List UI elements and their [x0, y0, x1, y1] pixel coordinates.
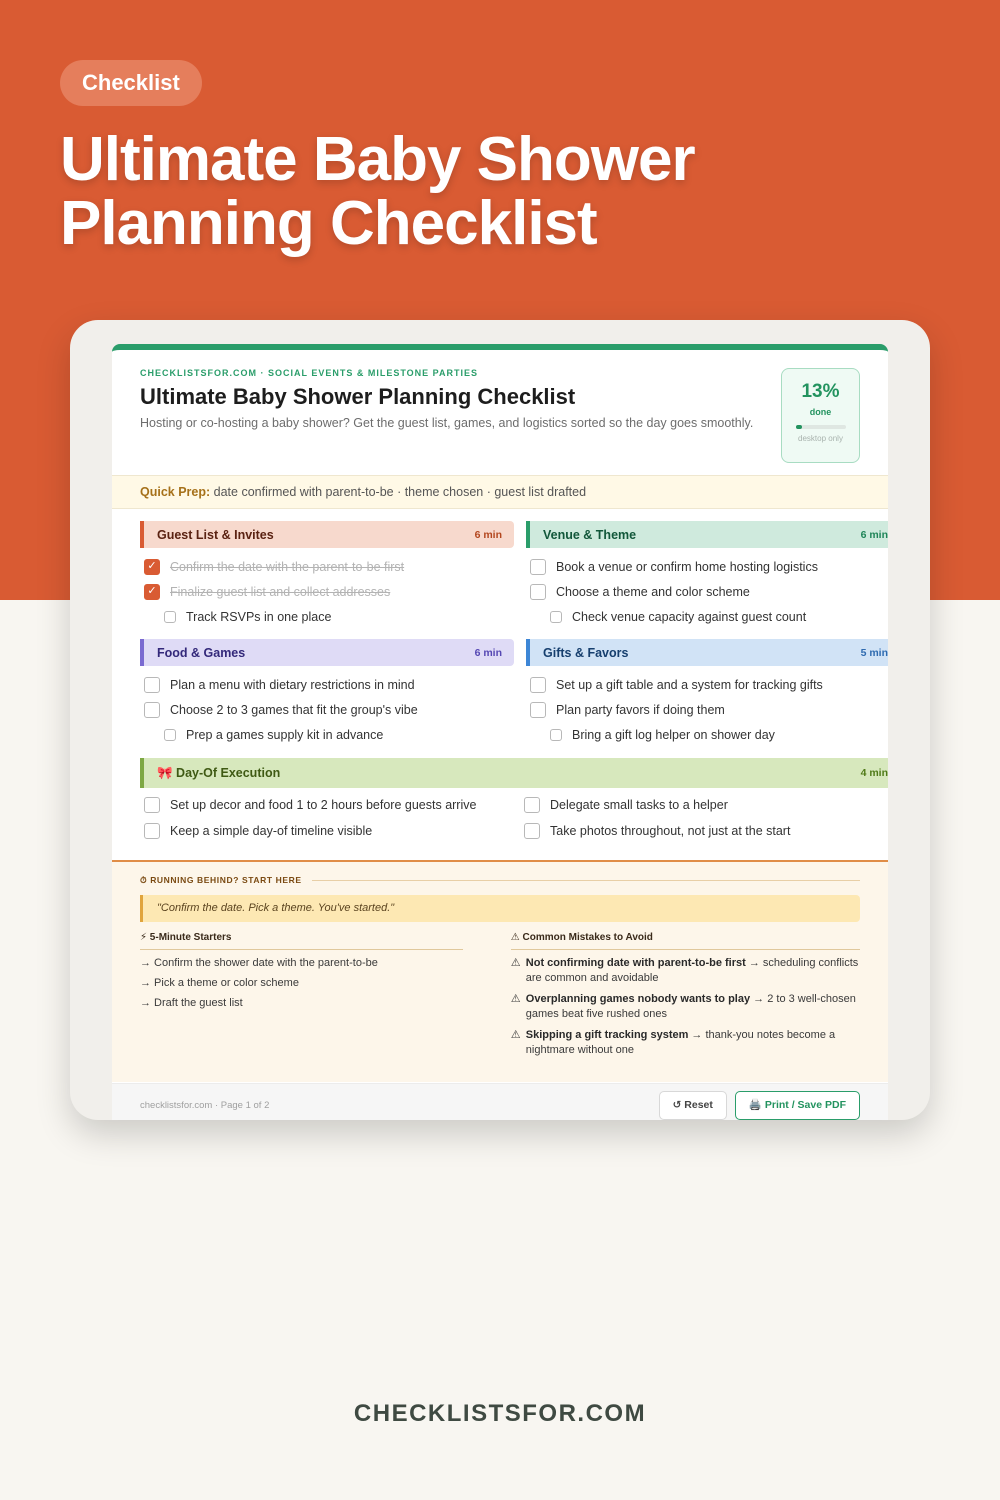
task-label: Bring a gift log helper on shower day [572, 727, 775, 742]
checkbox[interactable] [164, 611, 176, 623]
task-label: Plan party favors if doing them [556, 702, 725, 717]
day-of-right-column [520, 792, 888, 844]
mistakes-title: ⚠ Common Mistakes to Avoid [511, 932, 860, 950]
checkbox[interactable] [550, 611, 562, 623]
mistake-text [526, 1028, 860, 1058]
mistake-text [526, 992, 860, 1022]
checkbox[interactable] [164, 729, 176, 741]
task-label: Set up decor and food 1 to 2 hours before guests arrive [170, 798, 477, 812]
section-venue-theme [526, 521, 888, 629]
task-item[interactable] [140, 672, 514, 697]
task-label: Choose a theme and color scheme [556, 584, 750, 599]
starters-title: ⚡ 5-Minute Starters [140, 932, 463, 950]
warning-icon: ⚠ [510, 1029, 521, 1041]
progress-fill [796, 425, 803, 429]
task-item[interactable] [140, 697, 514, 722]
task-item[interactable] [520, 818, 888, 844]
task-item[interactable] [140, 554, 514, 579]
sub-task-item[interactable] [140, 604, 514, 629]
section-guest-list-invites [140, 521, 514, 629]
document-header [112, 350, 888, 476]
section-header [526, 639, 888, 666]
section-header [140, 521, 514, 548]
mistake-bold: Skipping a gift tracking system [525, 1029, 689, 1041]
running-behind-panel [112, 860, 888, 1082]
mistakes-column [511, 932, 860, 1058]
mistake-rest: → thank-you notes become a nightmare without one [525, 1029, 836, 1056]
section-header [140, 758, 888, 788]
task-label: Check venue capacity against guest count [572, 609, 807, 624]
task-label: Book a venue or confirm home hosting logistics [556, 559, 818, 574]
checklist-sections [112, 509, 888, 857]
section-title: 🎀 Day-Of Execution [157, 765, 281, 780]
section-header [526, 521, 888, 548]
section-title: Venue & Theme [543, 527, 637, 542]
quick-prep-label: Quick Prep: [140, 485, 211, 499]
day-of-items [140, 792, 888, 844]
running-behind-title: ⏱ RUNNING BEHIND? START HERE [140, 875, 302, 885]
task-label: Finalize guest list and collect addresses [170, 584, 391, 599]
task-label: Prep a games supply kit in advance [186, 727, 384, 742]
starter-item: → Pick a theme or color scheme [140, 977, 299, 989]
tips-columns [140, 932, 860, 1058]
running-behind-heading [140, 875, 860, 886]
category-pill: Checklist [60, 60, 202, 106]
section-items [526, 672, 888, 747]
task-item[interactable] [526, 672, 888, 697]
section-food-games [140, 639, 514, 747]
task-label: Take photos throughout, not just at the start [550, 824, 791, 838]
checkbox[interactable] [530, 584, 546, 600]
checkbox[interactable] [530, 702, 546, 718]
print-button[interactable]: 🖨️ Print / Save PDF [735, 1091, 860, 1120]
reset-button[interactable]: ↺ Reset [659, 1091, 727, 1120]
page-indicator: checklistsfor.com · Page 1 of 2 [140, 1099, 270, 1111]
mistake-text [526, 956, 860, 986]
quick-prep-text: date confirmed with parent-to-be · theme chosen · guest list drafted [210, 485, 587, 499]
progress-note: desktop only [798, 434, 843, 443]
checkbox[interactable] [144, 797, 160, 813]
task-item[interactable] [526, 697, 888, 722]
day-of-left-column [140, 792, 520, 844]
document-footer [112, 1083, 888, 1120]
checkbox[interactable] [144, 702, 160, 718]
section-title: Gifts & Favors [543, 645, 629, 660]
mistake-bold: Not confirming date with parent-to-be first [525, 957, 746, 969]
progress-percent: 13% [801, 381, 840, 402]
section-time: 6 min [474, 528, 502, 541]
task-label: Choose 2 to 3 games that fit the group's vibe [170, 702, 418, 717]
motivational-quote: "Confirm the date. Pick a theme. You've started." [140, 895, 860, 922]
section-title: Guest List & Invites [157, 527, 274, 542]
task-label: Confirm the date with the parent-to-be first [170, 559, 405, 574]
task-label: Track RSVPs in one place [186, 609, 332, 624]
sub-task-item[interactable] [526, 604, 888, 629]
task-label: Delegate small tasks to a helper [550, 798, 728, 812]
starters-column [140, 932, 463, 1058]
task-label: Keep a simple day-of timeline visible [170, 824, 373, 838]
checked-checkbox[interactable]: ✓ [144, 584, 160, 600]
document-kicker: CHECKLISTSFOR.COM · SOCIAL EVENTS & MILESTONE PARTIES [140, 368, 479, 378]
mistake-item [511, 956, 860, 986]
checkbox[interactable] [530, 677, 546, 693]
section-items [140, 672, 514, 747]
section-time: 5 min [860, 646, 888, 659]
checkbox[interactable] [524, 823, 540, 839]
sub-task-item[interactable] [526, 722, 888, 747]
tablet-frame [70, 320, 930, 1120]
checkbox[interactable] [550, 729, 562, 741]
checkbox[interactable] [530, 559, 546, 575]
sub-task-item[interactable] [140, 722, 514, 747]
section-header [140, 639, 514, 666]
mistake-bold: Overplanning games nobody wants to play [525, 993, 751, 1005]
section-items [140, 554, 514, 629]
task-item[interactable] [520, 792, 888, 818]
checked-checkbox[interactable]: ✓ [144, 559, 160, 575]
section-time: 4 min [860, 767, 888, 779]
task-label: Set up a gift table and a system for tracking gifts [556, 677, 823, 692]
divider [312, 880, 860, 881]
task-label: Plan a menu with dietary restrictions in mind [170, 677, 415, 692]
warning-icon: ⚠ [510, 993, 521, 1005]
starter-item: → Confirm the shower date with the parent-to-be [140, 957, 378, 969]
mistake-item [511, 1028, 860, 1058]
progress-bar [796, 425, 846, 429]
task-item[interactable] [526, 579, 888, 604]
checkbox[interactable] [524, 797, 540, 813]
task-item[interactable] [140, 792, 520, 818]
task-item[interactable] [526, 554, 888, 579]
section-day-of [140, 758, 888, 844]
site-footer[interactable]: CHECKLISTSFOR.COM [353, 1400, 647, 1427]
mistake-rest: → scheduling conflicts are common and avoidable [525, 957, 859, 984]
section-title: Food & Games [157, 645, 246, 660]
checklist-document [112, 344, 888, 1120]
hero-title: Ultimate Baby Shower Planning Checklist [60, 125, 695, 258]
starter-item: → Draft the guest list [140, 997, 243, 1009]
checkbox[interactable] [144, 823, 160, 839]
section-items [526, 554, 888, 629]
mistake-rest: → 2 to 3 well-chosen games beat five rushed ones [525, 993, 856, 1020]
section-gifts-favors [526, 639, 888, 747]
warning-icon: ⚠ [510, 957, 521, 969]
quick-prep-bar [112, 476, 888, 509]
document-subtitle: Hosting or co-hosting a baby shower? Get the guest list, games, and logistics sorted so the day goes smoothly. [140, 416, 754, 430]
checkbox[interactable] [144, 677, 160, 693]
task-item[interactable] [140, 818, 520, 844]
task-item[interactable] [140, 579, 514, 604]
document-title: Ultimate Baby Shower Planning Checklist [140, 384, 576, 409]
progress-card [781, 368, 860, 463]
mistake-item [511, 992, 860, 1022]
progress-label: done [809, 407, 832, 417]
section-time: 6 min [474, 646, 502, 659]
section-time: 6 min [860, 528, 888, 541]
